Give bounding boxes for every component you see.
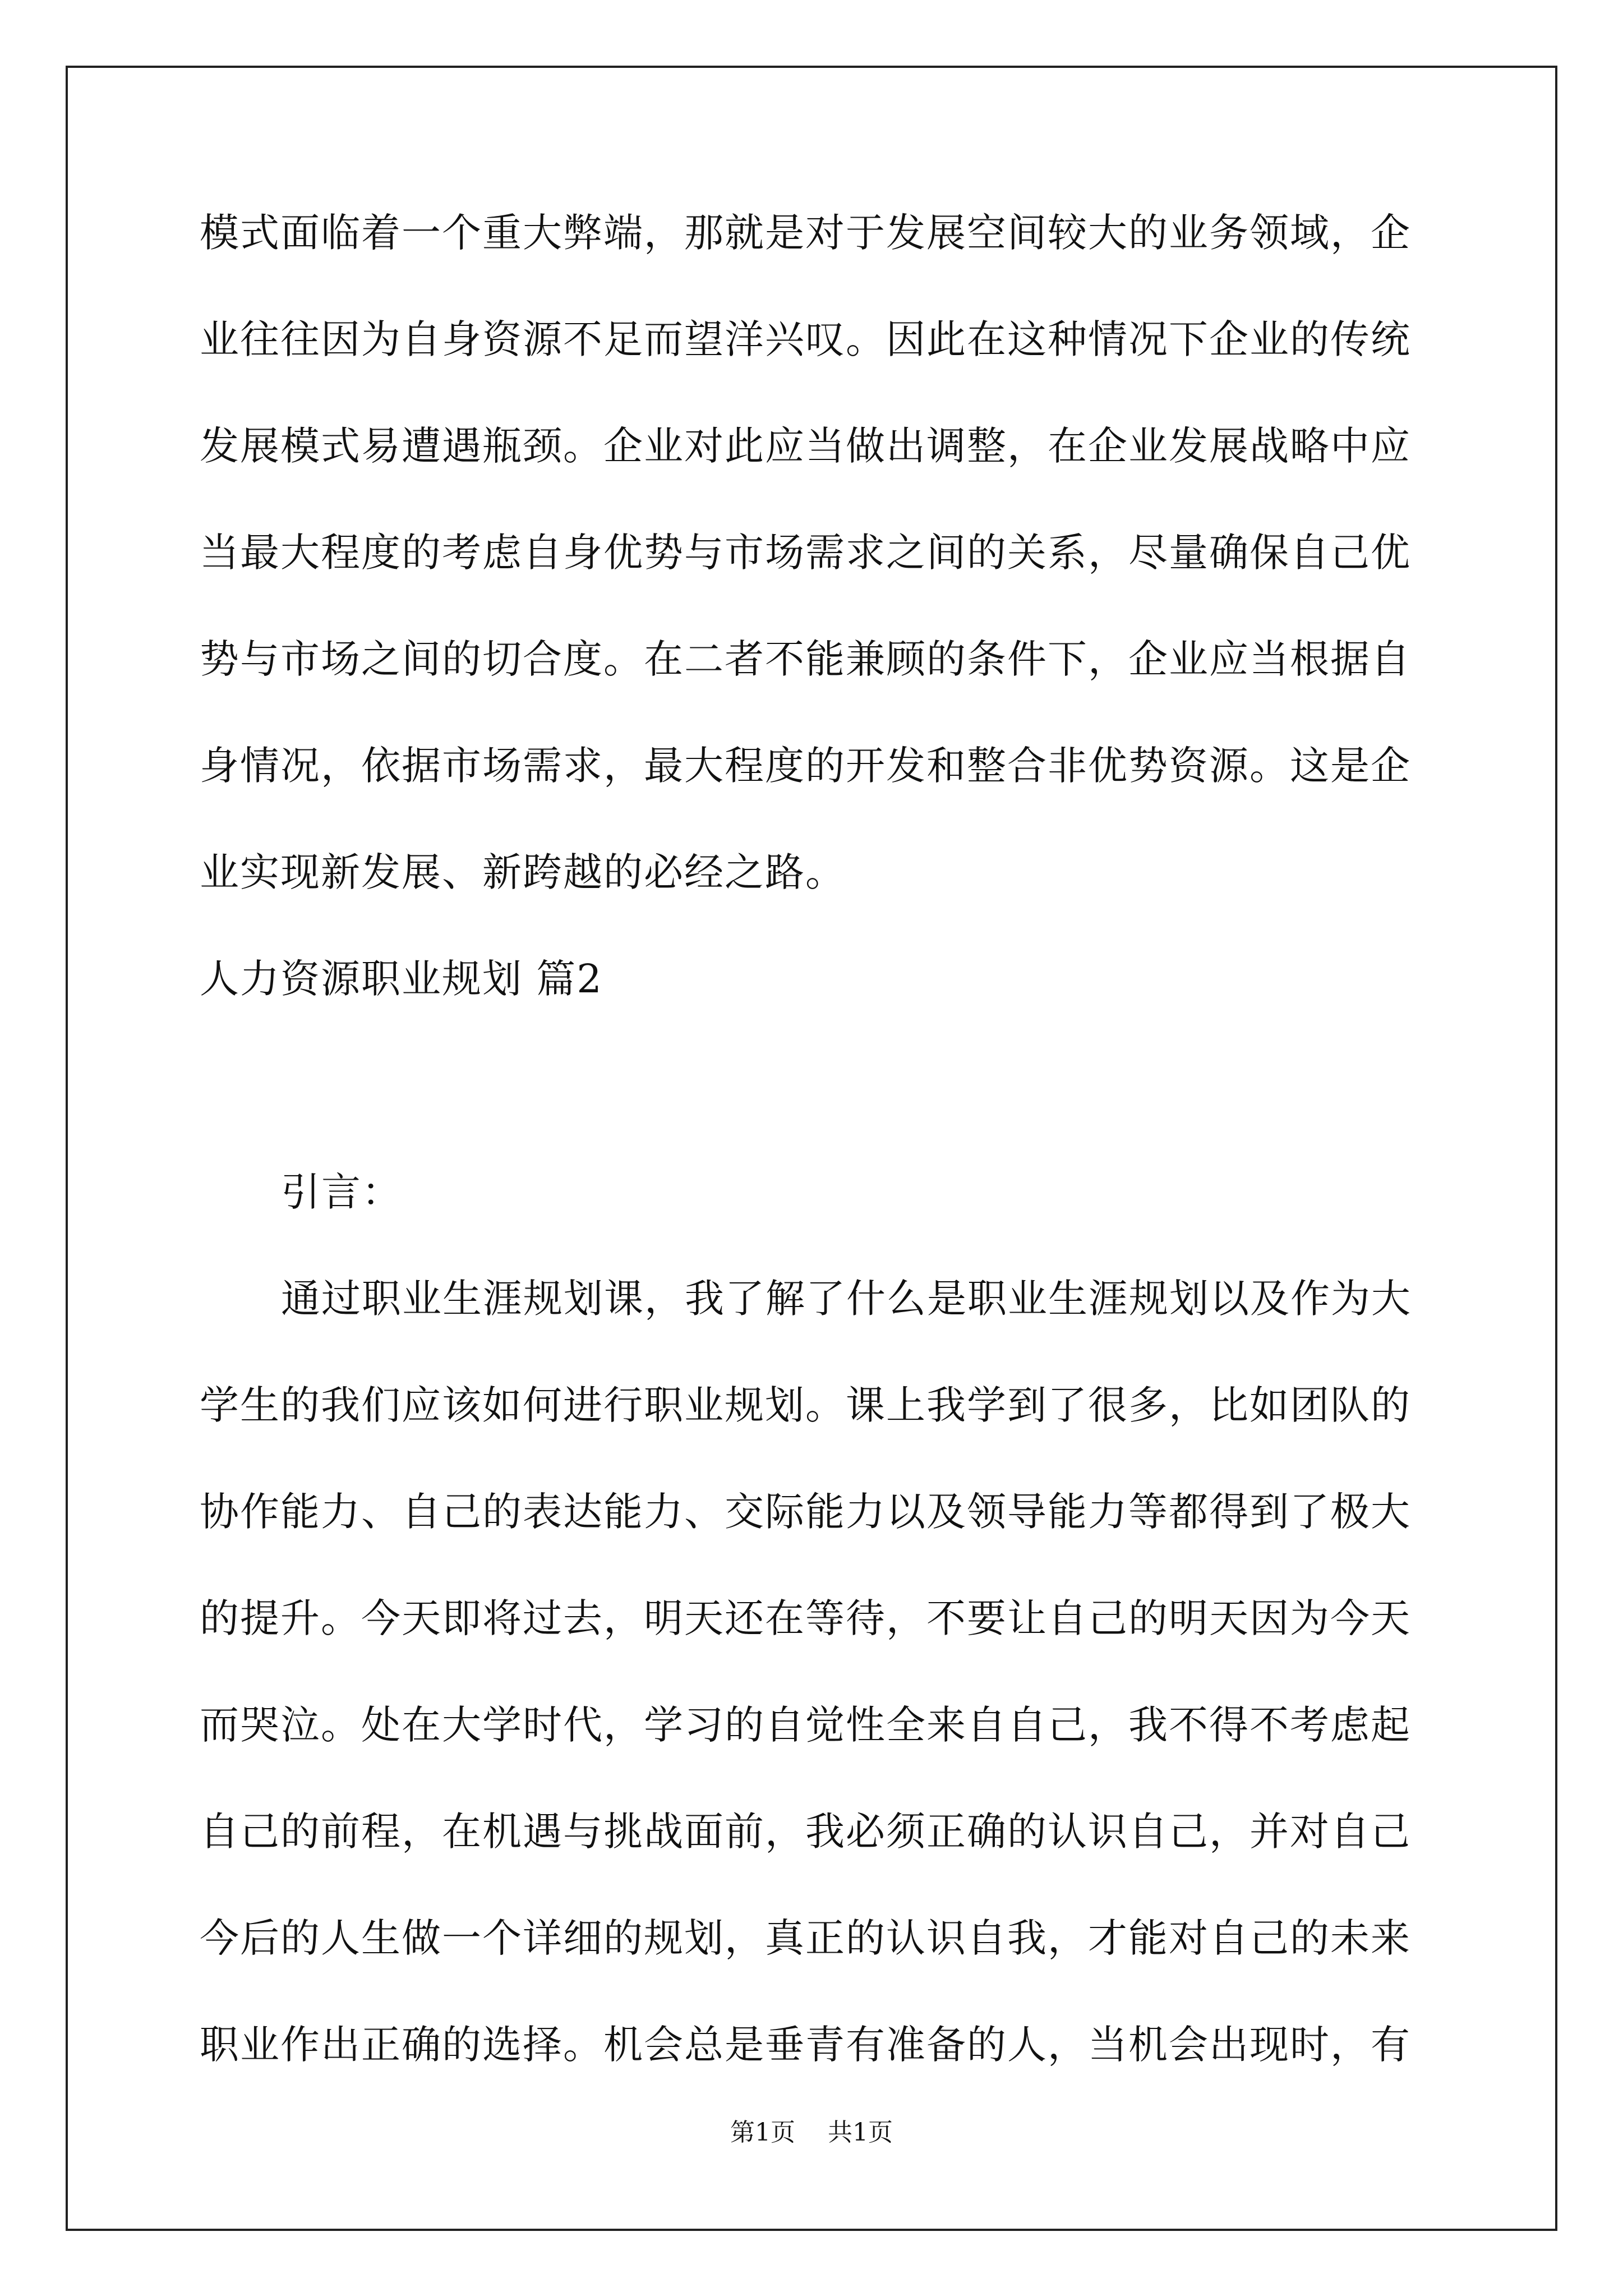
body-line: 模式面临着一个重大弊端，那就是对于发展空间较大的业务领域，企 [200, 210, 1411, 256]
body-line: 通过职业生涯规划课，我了解了什么是职业生涯规划以及作为大 [281, 1276, 1412, 1322]
page-total: 共1页 [828, 2118, 893, 2147]
body-line: 今后的人生做一个详细的规划，真正的认识自我，才能对自己的未来 [200, 1915, 1411, 1961]
body-line: 学生的我们应该如何进行职业规划。课上我学到了很多，比如团队的 [200, 1382, 1411, 1428]
page-footer [0, 2120, 1623, 2145]
body-line: 发展模式易遭遇瓶颈。企业对此应当做出调整，在企业发展战略中应 [200, 423, 1411, 469]
body-line: 身情况，依据市场需求，最大程度的开发和整合非优势资源。这是企 [200, 743, 1411, 789]
body-line: 职业作出正确的选择。机会总是垂青有准备的人，当机会出现时，有 [200, 2022, 1411, 2068]
body-line: 的提升。今天即将过去，明天还在等待，不要让自己的明天因为今天 [200, 1595, 1411, 1641]
body-line: 而哭泣。处在大学时代，学习的自觉性全来自自己，我不得不考虑起 [200, 1702, 1411, 1748]
body-line: 自己的前程，在机遇与挑战面前，我必须正确的认识自己，并对自己 [200, 1809, 1411, 1855]
body-line: 势与市场之间的切合度。在二者不能兼顾的条件下，企业应当根据自 [200, 636, 1411, 682]
page-number: 第1页 [730, 2118, 795, 2147]
section-heading: 人力资源职业规划 篇2 [200, 956, 603, 1002]
intro-label: 引言： [281, 1169, 402, 1215]
body-line: 协作能力、自己的表达能力、交际能力以及领导能力等都得到了极大 [200, 1489, 1411, 1535]
body-line: 业往往因为自身资源不足而望洋兴叹。因此在这种情况下企业的传统 [200, 316, 1411, 362]
body-line: 业实现新发展、新跨越的必经之路。 [200, 849, 846, 895]
body-line: 当最大程度的考虑自身优势与市场需求之间的关系，尽量确保自己优 [200, 530, 1411, 576]
